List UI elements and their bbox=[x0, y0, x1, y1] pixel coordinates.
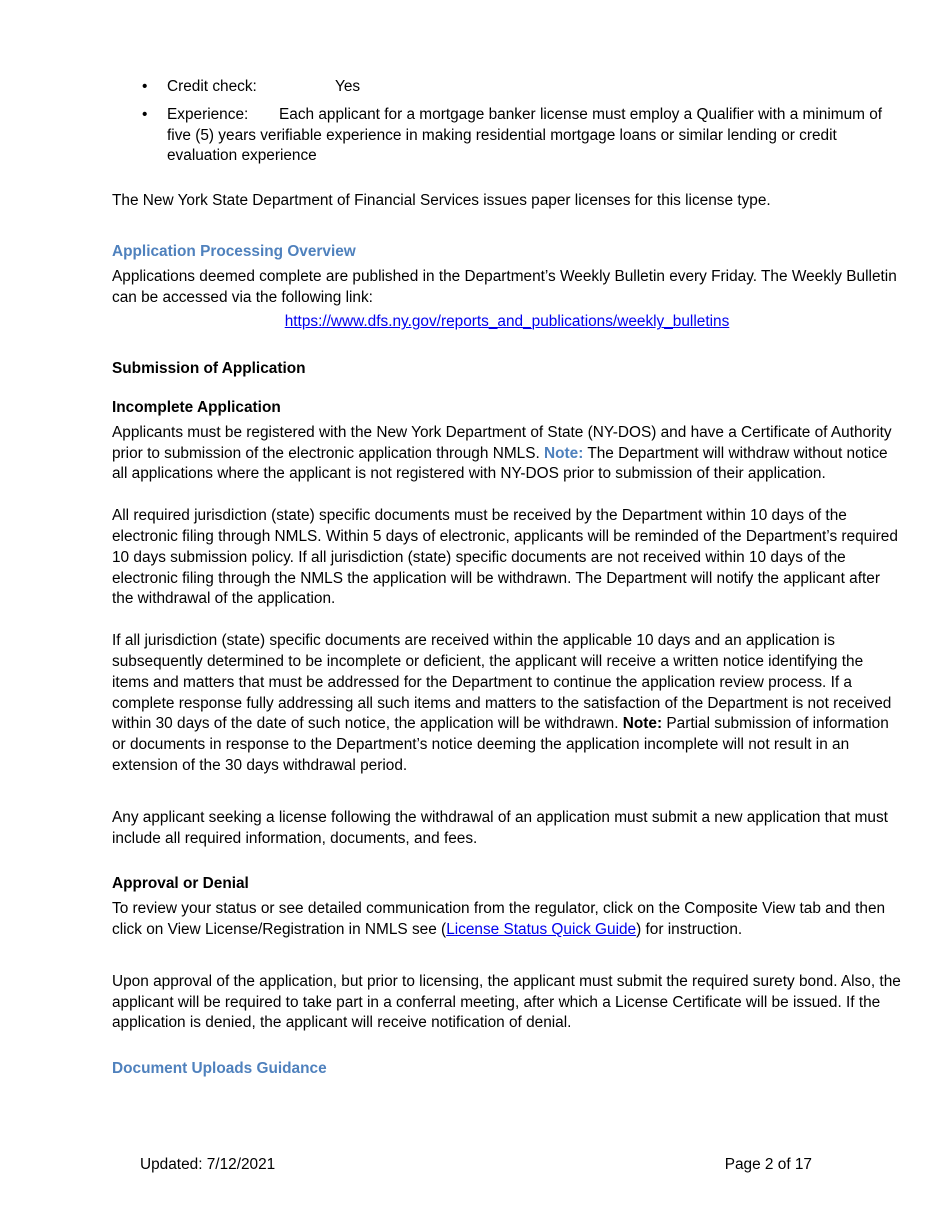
incomplete-paragraph-4: Any applicant seeking a license following the withdrawal of an application must submit a new application that must include all required information, documents, and fees. bbox=[112, 808, 888, 847]
paper-license-text: The New York State Department of Financial Services issues paper licenses for this license type. bbox=[112, 192, 771, 210]
incomplete-paragraph-2: All required jurisdiction (state) specific documents must be received by the Department within 10 days of the electronic filing through NMLS. Within 5 days of electronic, applicants will be reminded of the Department’s required 10 days submission policy. If all jurisdiction (state) specific documents are not received within 10 days of the electronic filing through the NMLS the application will be withdrawn. The Department will notify the applicant after the withdrawal of the application. bbox=[112, 507, 898, 608]
approval-paragraph-2: Upon approval of the application, but prior to licensing, the applicant must submit the required surety bond. Also, the applicant will be required to take part in a conferral meeting, after which a License Certificate will be issued. If the application is denied, the applicant will receive notification of denial. bbox=[112, 972, 901, 1032]
updated-date: Updated: 7/12/2021 bbox=[140, 1156, 276, 1173]
processing-heading: Application Processing Overview bbox=[112, 242, 356, 260]
processing-text: Applications deemed complete are published in the Department’s Weekly Bulletin every Friday. The Weekly Bulletin can be accessed via the following link: bbox=[112, 267, 897, 306]
weekly-bulletin-link[interactable]: https://www.dfs.ny.gov/reports_and_publications/weekly_bulletins bbox=[284, 313, 730, 331]
note-label: Note: bbox=[544, 444, 584, 462]
credit-check-value: Yes bbox=[335, 78, 361, 95]
approval-heading: Approval or Denial bbox=[112, 875, 249, 893]
document-page bbox=[112, 77, 902, 1080]
requirements-list bbox=[112, 77, 902, 167]
incomplete-paragraph-1: Applicants must be registered with the New York Department of State (NY-DOS) and have a Certificate of Authority prior to submission of the electronic application through NMLS. Note: The Department will withdraw without notice all applications where the applicant is not registered with NY-DOS prior to submission of their application. bbox=[112, 423, 892, 483]
page-number: Page 2 of 17 bbox=[724, 1156, 812, 1173]
note-label: Note: bbox=[622, 715, 663, 733]
page-footer bbox=[140, 1155, 812, 1176]
bullet-icon: • bbox=[142, 105, 148, 123]
approval-paragraph-1: To review your status or see detailed communication from the regulator, click on the Composite View tab and then click on View License/Registration in NMLS see (License Status Quick Guide) for instruction. bbox=[112, 900, 886, 938]
license-status-guide-link[interactable]: License Status Quick Guide bbox=[446, 920, 637, 938]
incomplete-heading: Incomplete Application bbox=[112, 398, 281, 416]
incomplete-paragraph-3: If all jurisdiction (state) specific documents are received within the applicable 10 days and an application is subsequently determined to be incomplete or deficient, the applicant will receive a written notice identifying the items and matters that must be addressed for the Department to continue the application review process. If a complete response fully addressing all such items and matters to the satisfaction of the Department is not received within 30 days of the date of such notice, the application will be withdrawn. Note: Partial submission of information or documents in response to the Department’s notice deeming the application incomplete will not result in an extension of the 30 days withdrawal period. bbox=[112, 632, 892, 774]
uploads-heading: Document Uploads Guidance bbox=[112, 1060, 327, 1078]
experience-value: Each applicant for a mortgage banker license must employ a Qualifier with a minimum of five (5) years verifiable experience in making residential mortgage loans or similar lending or credit evaluation experience bbox=[167, 105, 883, 165]
list-item bbox=[112, 77, 902, 98]
credit-check-label: Credit check: bbox=[167, 78, 257, 95]
bullet-icon: • bbox=[142, 78, 148, 95]
list-item bbox=[112, 105, 902, 167]
experience-label: Experience: bbox=[167, 105, 249, 123]
submission-heading: Submission of Application bbox=[112, 360, 306, 378]
